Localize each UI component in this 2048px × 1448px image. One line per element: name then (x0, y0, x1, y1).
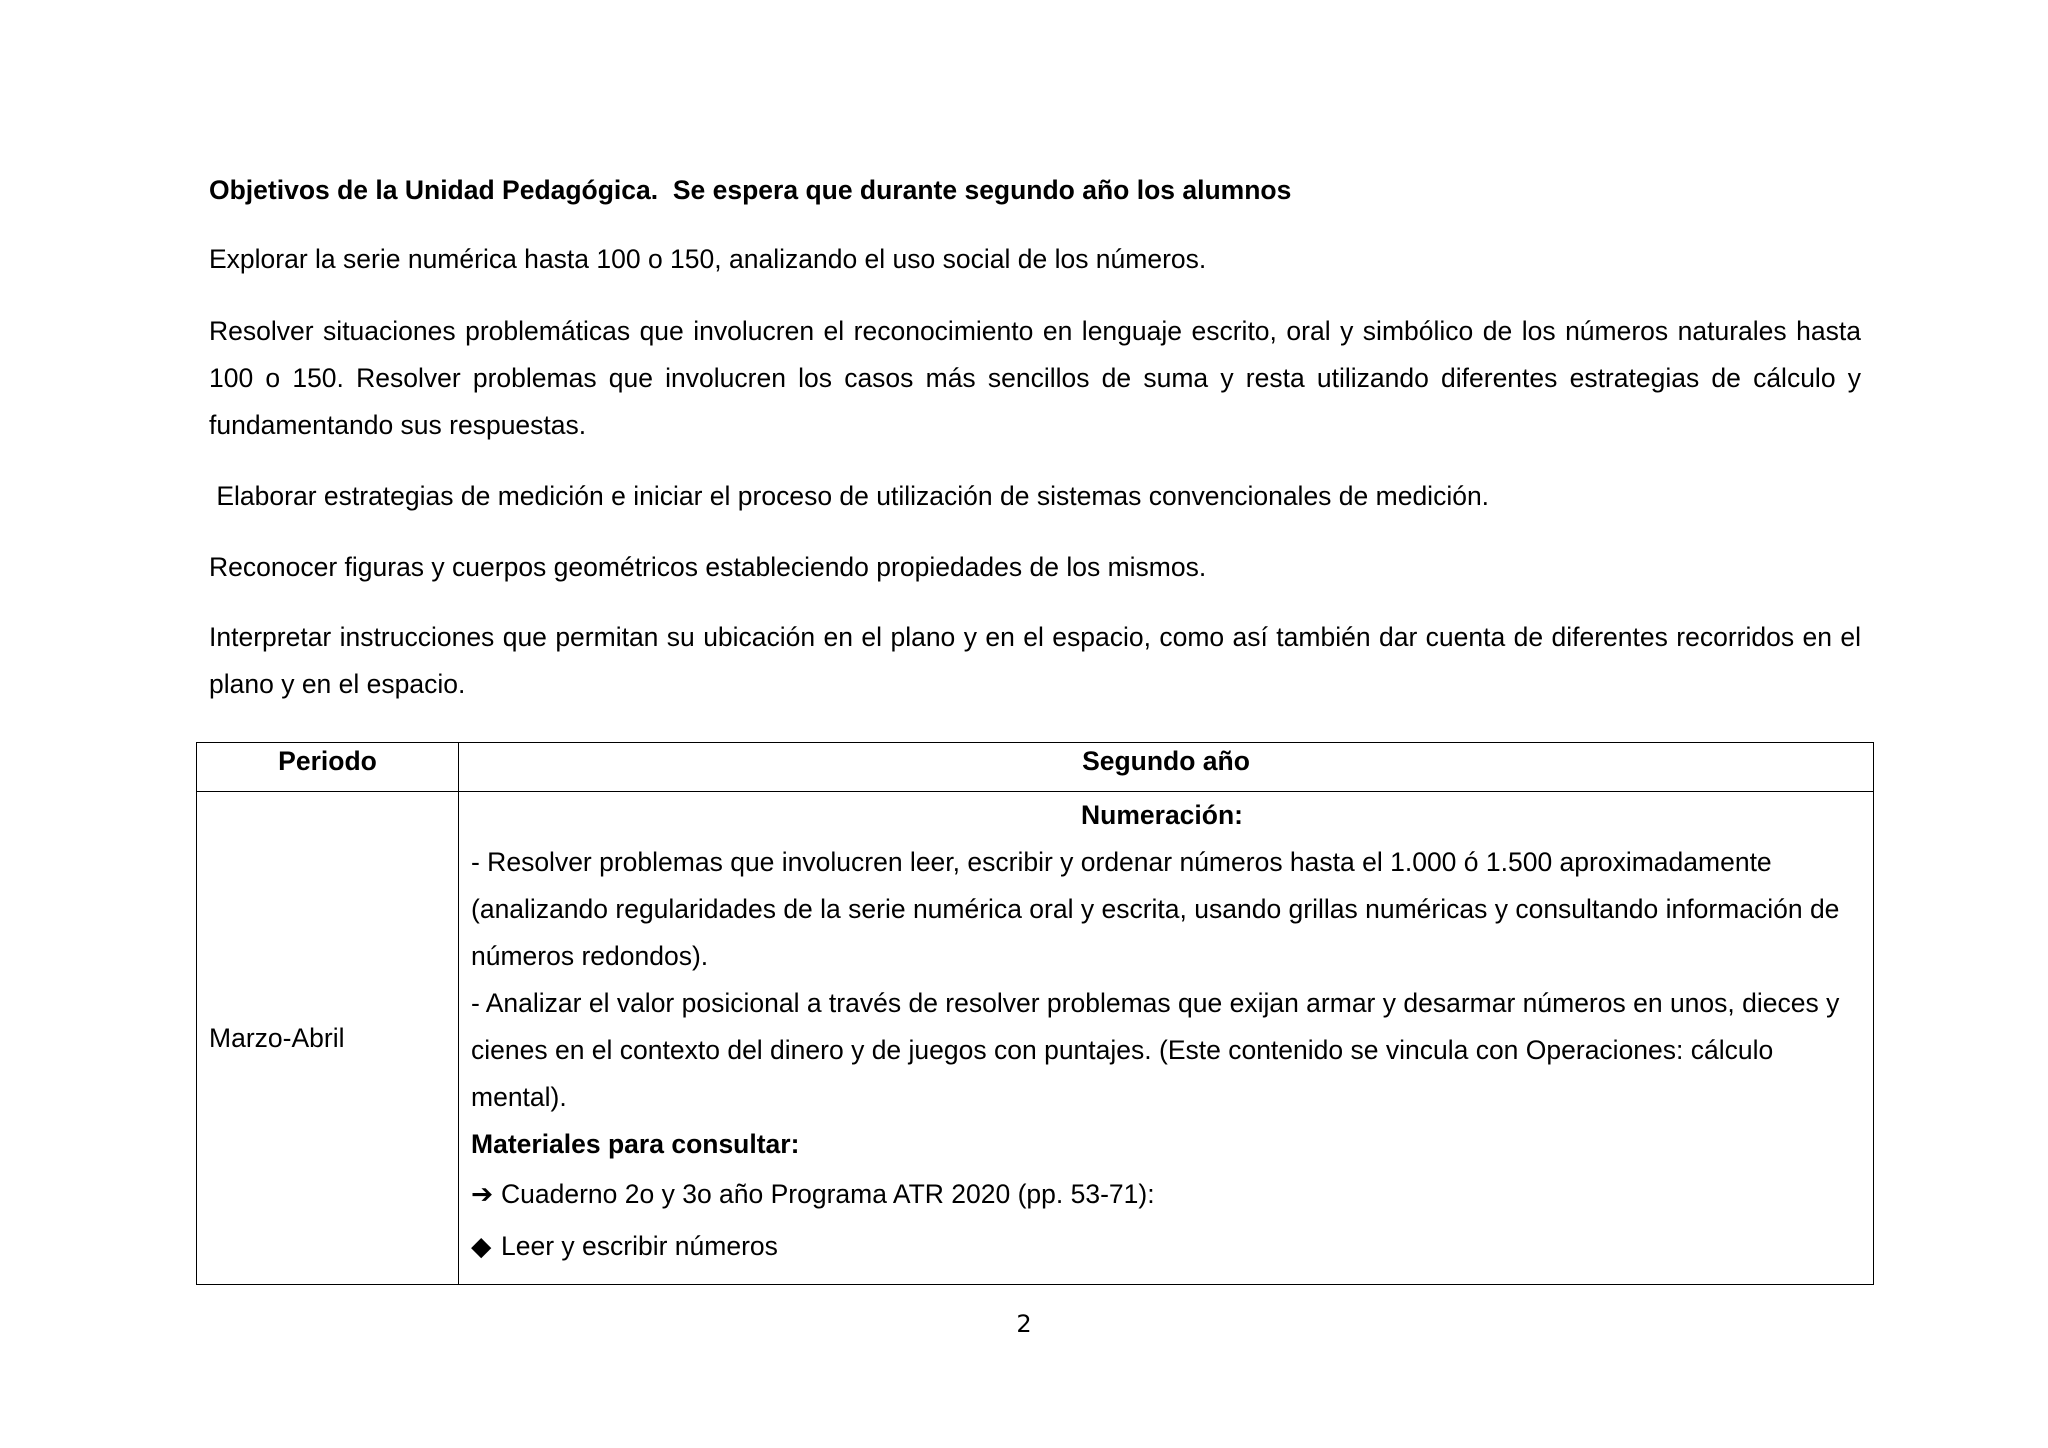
objective-5: Interpretar instrucciones que permitan su ubicación en el plano y en el espacio, como así también dar cuenta de diferentes recorridos en el plano y en el espacio. (209, 622, 1861, 699)
objective-2: Resolver situaciones problemáticas que involucren el reconocimiento en lenguaje escrito, oral y simbólico de los números naturales hasta 100 o 150. Resolver problemas que involucren los casos más sencillos de suma y resta utilizando diferentes estrategias de cálculo y fundamentando sus respuestas. (209, 316, 1861, 440)
header-periodo: Periodo (197, 743, 459, 792)
materials-title: Materiales para consultar: (471, 1129, 800, 1159)
objective-1: Explorar la serie numérica hasta 100 o 150, analizando el uso social de los números. (209, 244, 1207, 274)
section-heading: Objetivos de la Unidad Pedagógica. Se espera que durante segundo año los alumnos (209, 175, 1292, 205)
objective-4: Reconocer figuras y cuerpos geométricos estableciendo propiedades de los mismos. (209, 552, 1207, 582)
table-row (197, 792, 1874, 1285)
objective-3: Elaborar estrategias de medición e iniciar el proceso de utilización de sistemas convencionales de medición. (209, 481, 1490, 511)
content-bullet-2: - Analizar el valor posicional a través de resolver problemas que exijan armar y desarmar números en unos, dieces y cienes en el contexto del dinero y de juegos con puntajes. (Este contenido se vincula con Operaciones: cálculo mental). (471, 988, 1840, 1112)
table-header-row (197, 743, 1874, 792)
period-cell: Marzo-Abril (197, 792, 459, 1285)
material-item-text: Leer y escribir números (501, 1231, 778, 1261)
material-item-text: Cuaderno 2o y 3o año Programa ATR 2020 (pp. 53-71): (501, 1179, 1155, 1209)
arrow-icon: ➔ (471, 1179, 494, 1209)
page-number: 2 (1016, 1310, 1032, 1338)
header-segundo-anio: Segundo año (459, 743, 1874, 792)
curriculum-table (196, 742, 1874, 1285)
diamond-bullet-icon: ◆ (471, 1231, 492, 1261)
content-bullet-1: - Resolver problemas que involucren leer, escribir y ordenar números hasta el 1.000 ó 1.500 aproximadamente (analizando regularidades de la serie numérica oral y escrita, usando grillas numéricas y consultando información de números redondos). (471, 847, 1840, 971)
material-item-2 (471, 1220, 1853, 1272)
section-title-numeracion: Numeración: (1081, 800, 1243, 830)
content-cell (459, 792, 1874, 1285)
material-item-1 (471, 1168, 1853, 1220)
